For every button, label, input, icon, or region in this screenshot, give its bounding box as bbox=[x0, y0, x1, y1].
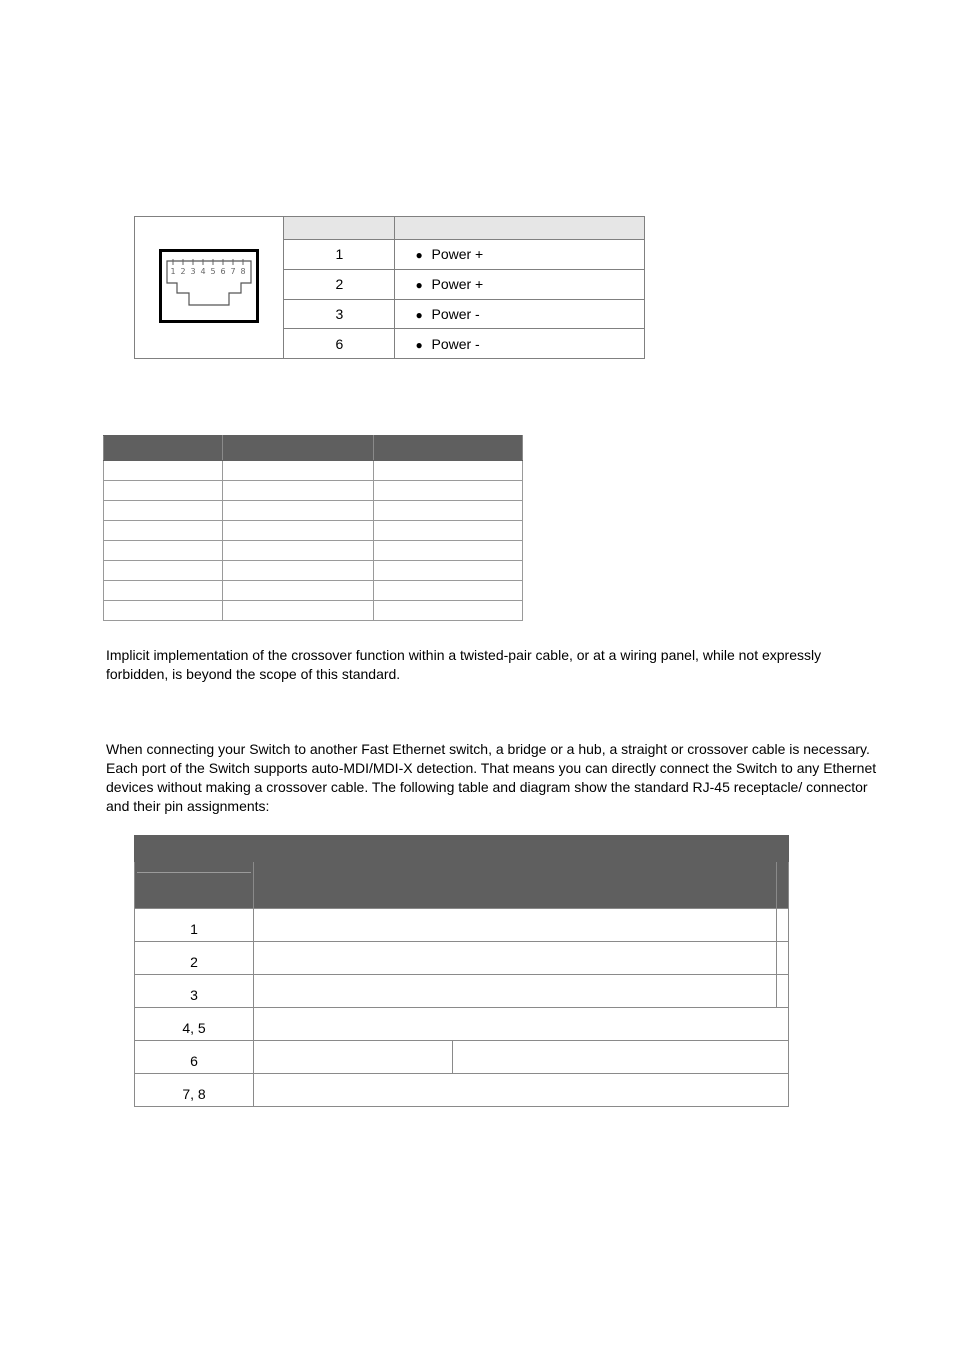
connector-image-cell bbox=[135, 217, 284, 359]
rj45-header-row bbox=[135, 862, 789, 909]
connection-text: When connecting your Switch to another Fast Ethernet switch, a bridge or a hub, a straight or crossover cable is necessary. Each port of the Switch supports auto-MDI/MDI-X detection. That means you can directly connect the Switch to any Ethernet devices without making a crossover cable. The following table and diagram show the standard RJ-45 receptacle/ connector and their pin assignments: bbox=[106, 741, 877, 814]
connector-pin-label: 2 bbox=[180, 267, 186, 276]
header-pin-cell bbox=[135, 862, 254, 909]
pin-assignment: ● Power - bbox=[395, 329, 645, 359]
connector-pin-label: 8 bbox=[240, 267, 246, 276]
pin-number: 6 bbox=[135, 1041, 254, 1074]
poe-table-header bbox=[135, 217, 645, 240]
table-row bbox=[104, 581, 523, 601]
table-row bbox=[104, 501, 523, 521]
connector-pin-label: 1 bbox=[170, 267, 176, 276]
pin-number: 7, 8 bbox=[135, 1074, 254, 1107]
bullet-icon: ● bbox=[415, 337, 423, 352]
rj45-connector-icon bbox=[159, 249, 259, 323]
connector-pin-label: 4 bbox=[200, 267, 206, 276]
connector-pin-label: 3 bbox=[190, 267, 196, 276]
connector-pin-label: 7 bbox=[230, 267, 236, 276]
pin-number: 2 bbox=[135, 942, 254, 975]
poe-header-assignment bbox=[395, 217, 645, 240]
blank-grid-table bbox=[103, 435, 523, 621]
table-row bbox=[135, 1074, 789, 1107]
table-row bbox=[135, 909, 789, 942]
pin-number: 2 bbox=[284, 269, 395, 299]
rj45-title-row bbox=[135, 836, 789, 862]
table-row bbox=[135, 1008, 789, 1041]
table-row bbox=[104, 561, 523, 581]
table-row bbox=[104, 601, 523, 621]
pin-number: 3 bbox=[284, 299, 395, 329]
table-row bbox=[135, 1041, 789, 1074]
table-row bbox=[104, 521, 523, 541]
poe-header-pin bbox=[284, 217, 395, 240]
table-row bbox=[135, 942, 789, 975]
table-row bbox=[104, 481, 523, 501]
table-row bbox=[104, 541, 523, 561]
bullet-icon: ● bbox=[415, 307, 423, 322]
rj45-pin-table bbox=[134, 835, 789, 1107]
pin-assignment: ● Power + bbox=[395, 269, 645, 299]
header-mdix-cell bbox=[777, 862, 789, 909]
pin-assignment: ● Power + bbox=[395, 240, 645, 270]
bullet-icon: ● bbox=[415, 248, 423, 263]
pin-assignment: ● Power - bbox=[395, 299, 645, 329]
poe-pin-table bbox=[134, 216, 645, 359]
table-row bbox=[104, 461, 523, 481]
table-row bbox=[135, 975, 789, 1008]
pin-number: 1 bbox=[135, 909, 254, 942]
connector-pin-label: 6 bbox=[220, 267, 226, 276]
pin-number: 6 bbox=[284, 329, 395, 359]
pin-number: 3 bbox=[135, 975, 254, 1008]
crossover-note: Implicit implementation of the crossover function within a twisted-pair cable, or at a wiring panel, while not expressly forbidden, is beyond the scope of this standard. bbox=[106, 647, 822, 682]
connector-pin-label: 5 bbox=[210, 267, 216, 276]
grid-header bbox=[104, 436, 523, 461]
bullet-icon: ● bbox=[415, 278, 423, 293]
pin-number: 4, 5 bbox=[135, 1008, 254, 1041]
pin-number: 1 bbox=[284, 240, 395, 270]
header-mdi-cell bbox=[254, 862, 777, 909]
